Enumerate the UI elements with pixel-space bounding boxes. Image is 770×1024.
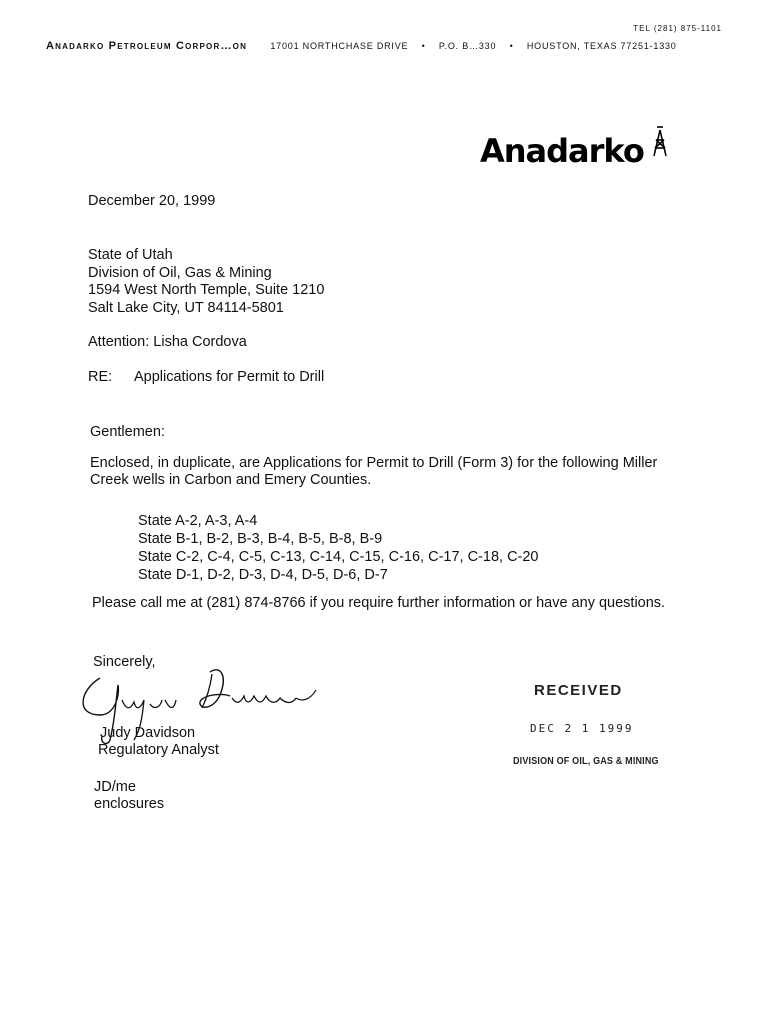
- received-stamp-division: DIVISION OF OIL, GAS & MINING: [513, 756, 659, 767]
- well-list-item: State D-1, D-2, D-3, D-4, D-5, D-6, D-7: [138, 567, 388, 583]
- recipient-address: [88, 247, 324, 317]
- closing-paragraph: Please call me at (281) 874-8766 if you require further information or have any questions.: [92, 595, 666, 611]
- letterhead-city: HOUSTON, TEXAS 77251-1330: [526, 41, 677, 51]
- subject-label: RE:: [88, 369, 113, 385]
- letterhead-address-line: [46, 40, 726, 52]
- body-paragraph: Enclosed, in duplicate, are Applications for Permit to Drill (Form 3) for the following Miller Creek wells in Carbon and Emery Counties.: [90, 455, 658, 488]
- attention-line: Attention: Lisha Cordova: [88, 334, 247, 350]
- recipient-line: State of Utah: [88, 247, 173, 263]
- recipient-line: Salt Lake City, UT 84114-5801: [88, 299, 284, 316]
- signer-name: Judy Davidson: [100, 725, 196, 741]
- recipient-line: 1594 West North Temple, Suite 1210: [88, 282, 325, 298]
- bullet-separator-icon: •: [421, 41, 426, 51]
- derrick-icon: [654, 127, 666, 156]
- complimentary-close: Sincerely,: [93, 654, 156, 670]
- reference-initials: JD/me: [94, 779, 136, 795]
- subject-line: [88, 369, 324, 386]
- subject-text: Applications for Permit to Drill: [134, 369, 325, 385]
- salutation: Gentlemen:: [90, 424, 165, 440]
- well-list-item: State A-2, A-3, A-4: [138, 513, 258, 529]
- logo-wordmark: Anadarko: [480, 132, 644, 170]
- received-stamp-title: RECEIVED: [534, 682, 623, 699]
- well-list-item: State C-2, C-4, C-5, C-13, C-14, C-15, C-16, C-17, C-18, C-20: [138, 549, 539, 565]
- letterhead-street: 17001 NORTHCHASE DRIVE: [270, 41, 409, 51]
- bullet-separator-icon: •: [509, 41, 514, 51]
- anadarko-logo: [478, 122, 678, 178]
- enclosure-notation: enclosures: [94, 796, 165, 812]
- letterhead-po-box: P.O. B…330: [438, 41, 497, 51]
- letterhead-company: Anadarko Petroleum Corpor…on: [46, 40, 248, 52]
- letter-date: December 20, 1999: [88, 193, 216, 209]
- signer-title: Regulatory Analyst: [98, 742, 219, 758]
- letterhead-telephone: TEL (281) 875-1101: [633, 24, 722, 33]
- recipient-line: Division of Oil, Gas & Mining: [88, 264, 272, 281]
- well-list: [138, 512, 539, 584]
- well-list-item: State B-1, B-2, B-3, B-4, B-5, B-8, B-9: [138, 531, 383, 547]
- received-stamp-date: DEC 2 1 1999: [530, 722, 634, 735]
